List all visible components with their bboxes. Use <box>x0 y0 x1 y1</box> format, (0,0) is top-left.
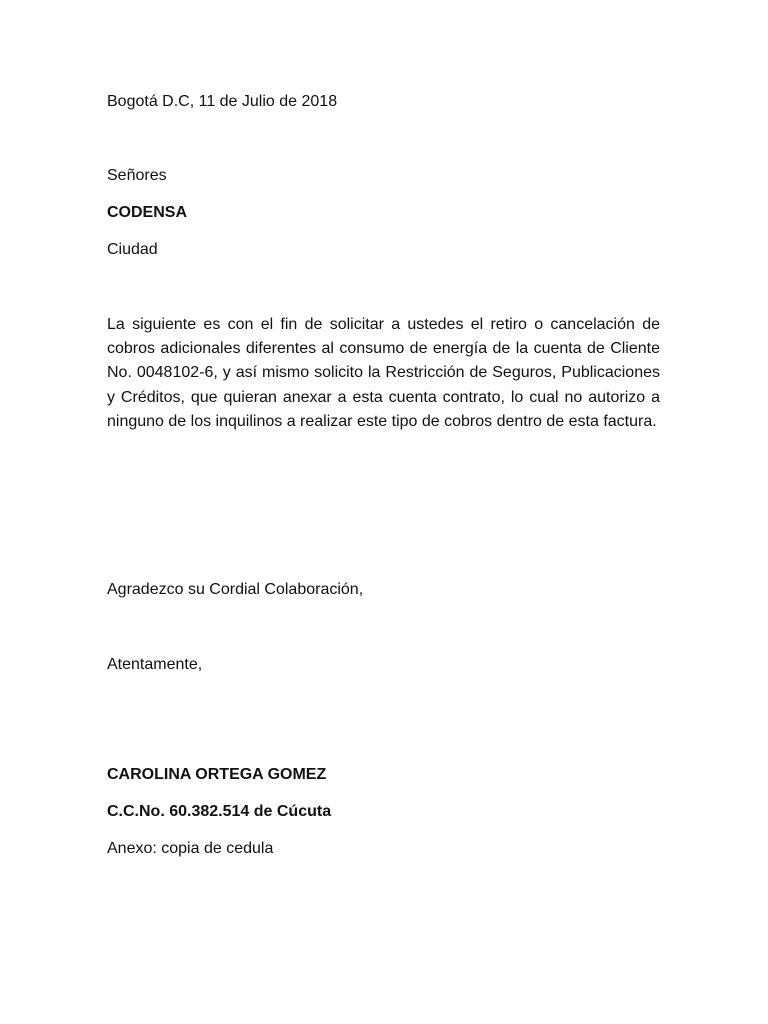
letter-body: La siguiente es con el fin de solicitar a ustedes el retiro o cancelación de cobros adicionales diferentes al consumo de energía de la cuenta de Cliente No. 0048102-6, y así mismo solicito la Restricción de Seguros, Publicaciones y Créditos, que quieran anexar a esta cuenta contrato, lo cual no autorizo a ninguno de los inquilinos a realizar este tipo de cobros dentro de esta factura. <box>107 316 660 430</box>
recipient-company: CODENSA <box>107 204 188 221</box>
thanks-line: Agradezco su Cordial Colaboración, <box>107 581 364 598</box>
date-line: Bogotá D.C, 11 de Julio de 2018 <box>107 93 338 110</box>
signer-name: CAROLINA ORTEGA GOMEZ <box>107 766 327 783</box>
salutation: Señores <box>107 167 167 184</box>
closing-line: Atentamente, <box>107 656 203 673</box>
recipient-city: Ciudad <box>107 241 158 258</box>
signer-id: C.C.No. 60.382.514 de Cúcuta <box>107 803 332 820</box>
attachment-note: Anexo: copia de cedula <box>107 840 274 857</box>
